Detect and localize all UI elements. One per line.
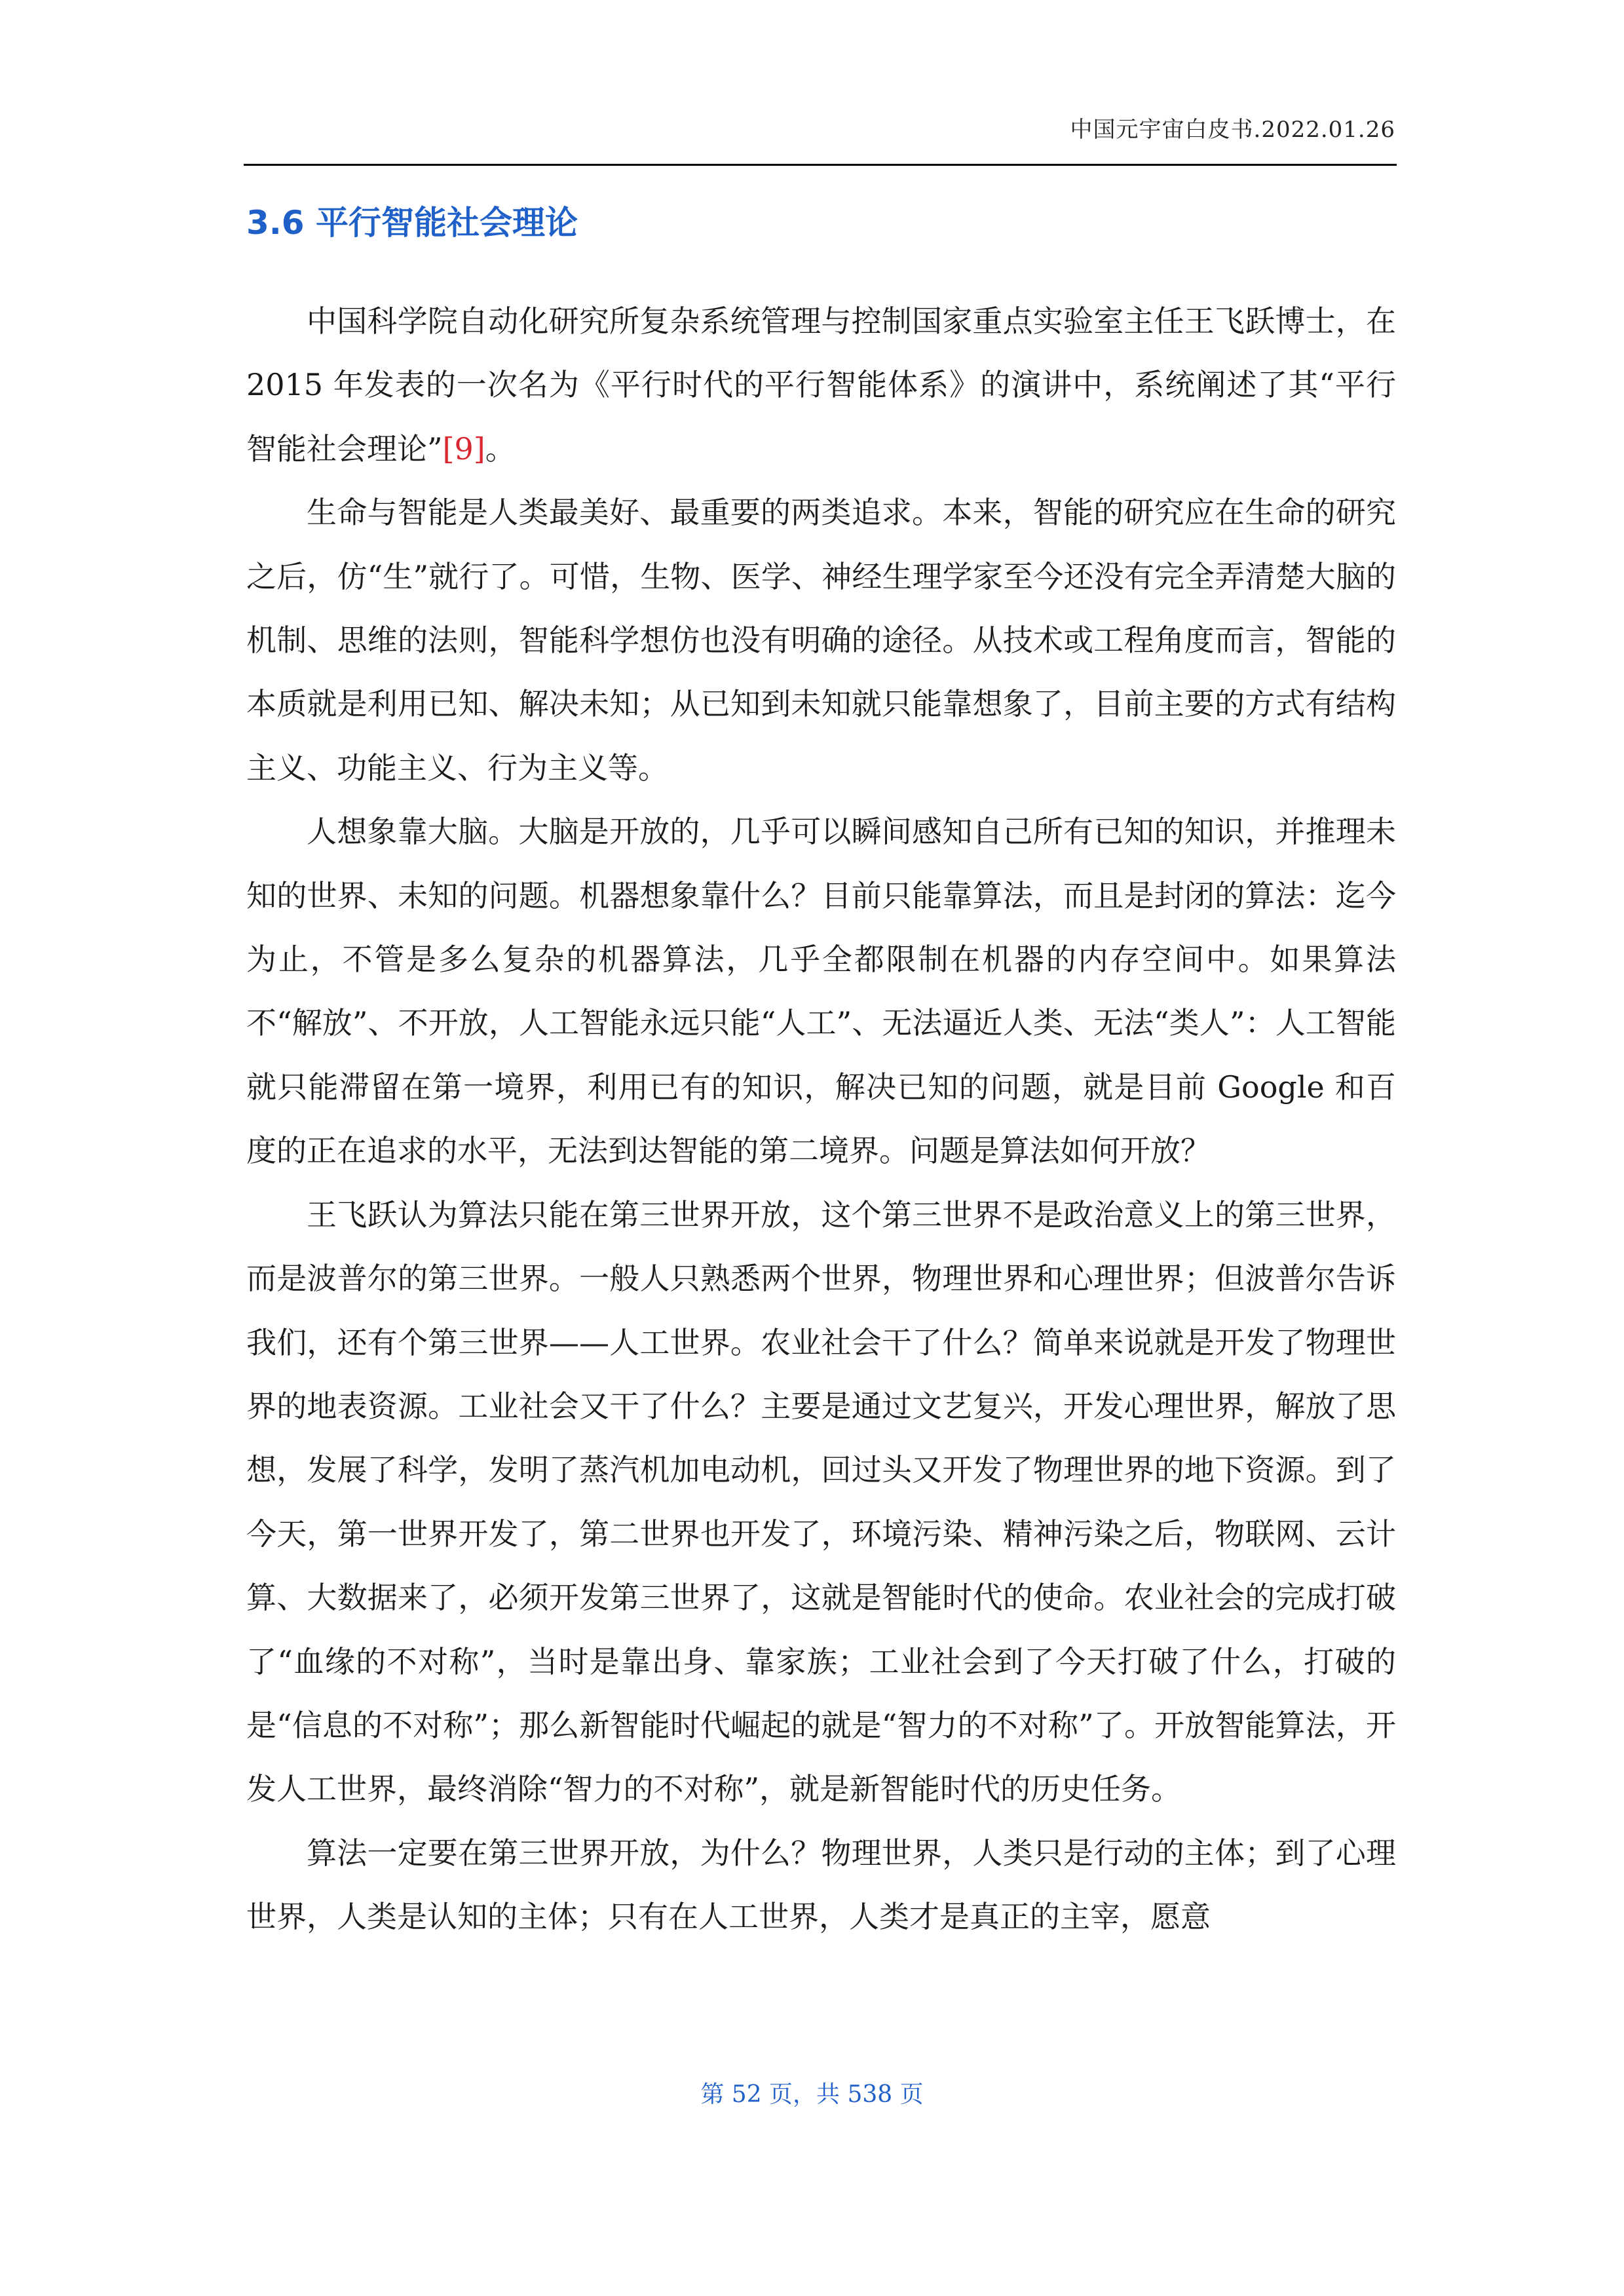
paragraph-1-tail: 。 [485,430,516,467]
section-title: 3.6 平行智能社会理论 [246,204,578,242]
header-divider [244,164,1397,166]
paragraph-2: 生命与智能是人类最美好、最重要的两类追求。本来，智能的研究应在生命的研究之后，仿“生”就行了。可惜，生物、医学、神经生理学家至今还没有完全弄清楚大脑的机制、思维的法则，智能科学想仿也没有明确的途径。从技术或工程角度而言，智能的本质就是利用已知、解决未知；从已知到未知就只能靠想象了，目前主要的方式有结构主义、功能主义、行为主义等。 [246,495,1396,786]
paragraph-1-text: 中国科学院自动化研究所复杂系统管理与控制国家重点实验室主任王飞跃博士，在 2015 年发表的一次名为《平行时代的平行智能体系》的演讲中，系统阐述了其“平行智能社会理论” [246,303,1396,467]
citation-link[interactable]: [9] [442,430,485,467]
running-header: 中国元宇宙白皮书.2022.01.26 [1070,117,1395,143]
page-footer: 第 52 页，共 538 页 [700,2081,924,2108]
paragraph-3: 人想象靠大脑。大脑是开放的，几乎可以瞬间感知自己所有已知的知识，并推理未知的世界、未知的问题。机器想象靠什么？目前只能靠算法，而且是封闭的算法：迄今为止，不管是多么复杂的机器算法，几乎全都限制在机器的内存空间中。如果算法不“解放”、不开放，人工智能永远只能“人工”、无法逼近人类、无法“类人”：人工智能就只能滞留在第一境界，利用已有的知识，解决已知的问题，就是目前 Google 和百度的正在追求的水平，无法到达智能的第二境界。问题是算法如何开放？ [246,814,1396,1169]
paragraph-4: 王飞跃认为算法只能在第三世界开放，这个第三世界不是政治意义上的第三世界，而是波普尔的第三世界。一般人只熟悉两个世界，物理世界和心理世界；但波普尔告诉我们，还有个第三世界——人工世界。农业社会干了什么？简单来说就是开发了物理世界的地表资源。工业社会又干了什么？主要是通过文艺复兴，开发心理世界，解放了思想，发展了科学，发明了蒸汽机加电动机，回过头又开发了物理世界的地下资源。到了今天，第一世界开发了，第二世界也开发了，环境污染、精神污染之后，物联网、云计算、大数据来了，必须开发第三世界了，这就是智能时代的使命。农业社会的完成打破了“血缘的不对称”，当时是靠出身、靠家族；工业社会到了今天打破了什么，打破的是“信息的不对称”；那么新智能时代崛起的就是“智力的不对称”了。开放智能算法，开发人工世界，最终消除“智力的不对称”，就是新智能时代的历史任务。 [246,1196,1396,1807]
paragraph-5: 算法一定要在第三世界开放，为什么？物理世界，人类只是行动的主体；到了心理世界，人类是认知的主体；只有在人工世界，人类才是真正的主宰，愿意 [246,1835,1396,1935]
paragraph-1 [246,290,1396,481]
body-text [246,290,1396,1949]
